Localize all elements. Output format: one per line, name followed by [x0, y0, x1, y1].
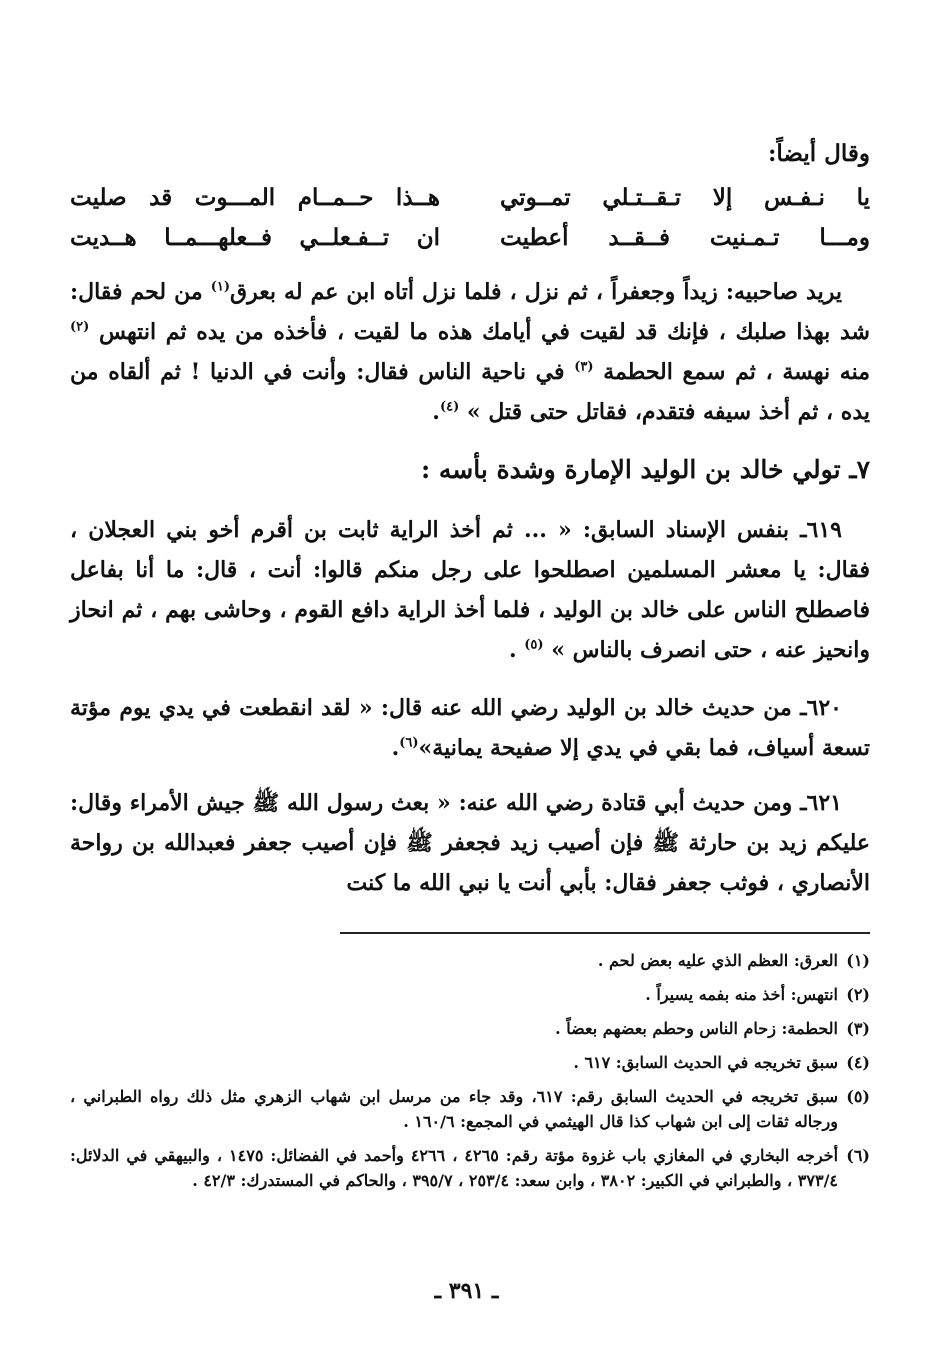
footnote-ref-4: (٤) — [439, 399, 460, 415]
footnote-text: الحطمة: زحام الناس وحطم بعضهم بعضاً . — [555, 1019, 838, 1038]
section-heading: ٧ـ تولي خالد بن الوليد الإمارة وشدة بأسه : — [420, 455, 870, 484]
footnote-number: (٣) — [846, 1019, 870, 1038]
footnote-text: سبق تخريجه في الحديث السابق رقم: ٦١٧، وقد جاء من مرسل ابن شهاب الزهري مثل ذلك رواه الطبراني ، ورجاله ثقات إلى ابن شهاب كذا قال الهيثمي في المجمع: ١٦٠/٦ . — [70, 1087, 838, 1131]
verse-1-second-hemistich: هــذا حــمــام المـــوت قد صليت — [70, 184, 440, 211]
footnote-number: (٥) — [846, 1087, 870, 1106]
page-number: ـ ٣٩١ ـ — [434, 1278, 499, 1304]
footnote-text: أخرجه البخاري في المغازي باب غزوة مؤتة رقم: ٤٢٦٥ ، ٤٢٦٦ وأحمد في الفضائل: ١٤٧٥ ، والبيهقي في الدلائل: ٣٧٣/٤ ، والطبراني في الكبير: ٣٨٠٢ ، وابن سعد: ٢٥٣/٤ ، ٣٩٥/٧ ، والحاكم في المستدرك: ٤٢/٣ . — [70, 1146, 839, 1190]
verse-2-second-hemistich: ان تــفـعلــي فــعلهـــمــا هــديت — [70, 224, 440, 251]
verse-1-first-hemistich: يا نـفـس إلا تـقــتـلي تمــوتي — [500, 184, 870, 211]
hadith-619: ٦١٩ـ بنفس الإسناد السابق: « ... ثم أخذ الراية ثابت بن أقرم أخو بني العجلان ، فقال: يا معشر المسلمين اصطلحوا على رجل منكم قالوا: أنت ، قال: ما أنا بفاعل فاصطلح الناس على خالد بن الوليد ، فلما أخذ الراية دافع القوم ، وحاشى بهم ، ثم انحاز وانحيز عنه ، حتى انصرف بالناس » $^{(٥)}$ . — [70, 517, 870, 663]
footnote-number: (٢) — [846, 985, 870, 1004]
footnote-6 — [70, 1143, 870, 1193]
footnote-ref-5: (٥) — [524, 637, 544, 653]
footnote-text: سبق تخريجه في الحديث السابق: ٦١٧ . — [573, 1053, 838, 1072]
footnote-4 — [70, 1050, 870, 1075]
footnote-number: (١) — [846, 951, 870, 970]
hadith-620: ٦٢٠ـ من حديث خالد بن الوليد رضي الله عنه قال: « لقد انقطعت في يدي يوم مؤتة تسعة أسياف، فما بقي في يدي إلا صفيحة يمانية»$^{(٦)}$. — [70, 695, 870, 761]
verse-line-1 — [70, 184, 870, 220]
footnote-ref-3: (٣) — [574, 359, 594, 375]
footnote-number: (٤) — [846, 1053, 870, 1072]
footnote-text: انتهس: أخذ منه بفمه يسيراً . — [645, 985, 838, 1004]
footnote-ref-6: (٦) — [399, 735, 419, 751]
verse-2-first-hemistich: ومـــا تـمـنيت فــقــد أعطيت — [500, 224, 870, 251]
footnotes — [70, 948, 870, 1202]
footnote-5 — [70, 1084, 870, 1134]
footnote-1 — [70, 948, 870, 973]
hadith-621: ٦٢١ـ ومن حديث أبي قتادة رضي الله عنه: « بعث رسول الله ﷺ جيش الأمراء وقال: عليكم زيد بن حارثة ﷺ فإن أصيب زيد فجعفر ﷺ فإن أصيب جعفر فعبدالله بن رواحة الأنصاري ، فوثب جعفر فقال: بأبي أنت يا نبي الله ما كنت — [70, 790, 870, 896]
footnote-3 — [70, 1016, 870, 1041]
verse-intro: وقال أيضاً: — [767, 140, 870, 167]
footnote-text: العرق: العظم الذي عليه بعض لحم . — [597, 951, 838, 970]
footnote-ref-1: (١) — [210, 279, 231, 295]
paragraph-explanation: يريد صاحبيه: زيداً وجعفراً ، ثم نزل ، فلما نزل أتاه ابن عم له بعرق$^{(١)}$ من لحم فقال: شد بهذا صلبك ، فإنك قد لقيت في أيامك هذه ما لقيت ، فأخذه من يده ثم انتهس $^{(٢)}$ منه نهسة ، ثم سمع الحطمة $^{(٣)}$ في ناحية الناس فقال: وأنت في الدنيا ! ثم ألقاه من يده ، ثم أخذ سيفه فتقدم، فقاتل حتى قتل » $^{(٤)}$. — [70, 279, 871, 425]
footnote-ref-2: (٢) — [70, 319, 90, 335]
verse-line-2 — [70, 224, 870, 260]
footnote-2 — [70, 982, 870, 1007]
footnote-separator — [340, 932, 870, 934]
footnote-number: (٦) — [846, 1146, 870, 1165]
